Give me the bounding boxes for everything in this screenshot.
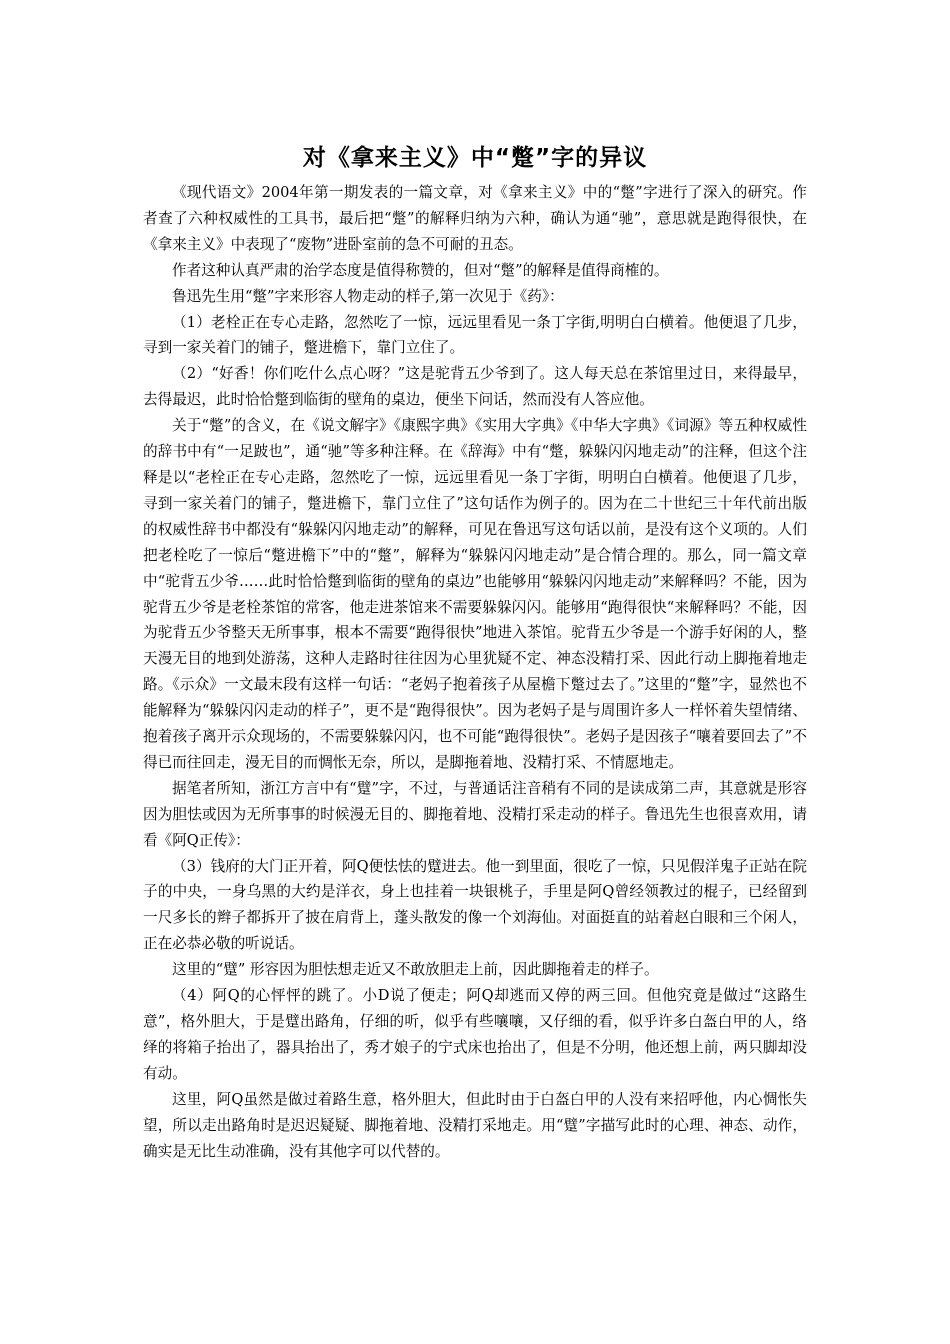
article-body	[143, 180, 807, 1164]
paragraph: 关于“蹩”的含义，在《说文解字》《康熙字典》《实用大字典》《中华大字典》《词源》等五种权威性的辞书中有“一足跛也”，通“驰”等多种注释。在《辞海》中有“蹩，躲躲闪闪地走动”的注释，但这个注释是以“老栓正在专心走路，忽然吃了一惊，远远里看见一条丁字街，明明白白横着。他便退了几步，寻到一家关着门的铺子，蹩进檐下，靠门立住了”这句话作为例子的。因为在二十世纪三十年代前出版的权威性辞书中都没有“躲躲闪闪地走动”的解释，可见在鲁迅写这句话以前，是没有这个义项的。人们把老栓吃了一惊后“蹩进檐下”中的“蹩”，解释为“躲躲闪闪地走动”是合情合理的。那么，同一篇文章中“驼背五少爷……此时恰恰蹩到临街的壁角的桌边”也能够用“躲躲闪闪地走动”来解释吗？不能，因为驼背五少爷是老栓茶馆的常客，他走进茶馆来不需要躲躲闪闪。能够用“跑得很快“来解释吗？不能，因为驼背五少爷整天无所事事，根本不需要“跑得很快”地进入茶馆。驼背五少爷是一个游手好闲的人，整天漫无目的地到处游荡，这种人走路时往往因为心里犹疑不定、神态没精打采、因此行动上脚拖着地走路。《示众》一文最末段有这样一句话：“老妈子抱着孩子从屋檐下蹩过去了。”这里的“蹩”字，显然也不能解释为“躲躲闪闪走动的样子”，更不是“跑得很快”。因为老妈子是与周围许多人一样怀着失望情绪、抱着孩子离开示众现场的，不需要躲躲闪闪，也不可能“跑得很快”。老妈子是因孩子“嚷着要回去了”不得已而往回走，漫无目的而惆怅无奈，所以，是脚拖着地、没精打采、不情愿地走。	[143, 417, 807, 771]
quote-paragraph: （2）“好香！你们吃什么点心呀？”这是驼背五少爷到了。这人每天总在茶馆里过日，来得最早，去得最迟，此时恰恰蹩到临街的壁角的桌边，便坐下问话，然而没有人答应他。	[143, 365, 807, 409]
paragraph: 《现代语文》2004年第一期发表的一篇文章，对《拿来主义》中的“蹩”字进行了深入的研究。作者查了六种权威性的工具书，最后把“蹩”的解释归纳为六种，确认为通“驰”，意思就是跑得很快，在《拿来主义》中表现了“废物”进卧室前的急不可耐的丑态。	[143, 184, 807, 253]
quote-paragraph: （1）老栓正在专心走路，忽然吃了一惊，远远里看见一条丁字街,明明白白横着。他便退了几步，寻到一家关着门的铺子，蹩进檐下，靠门立住了。	[143, 313, 807, 357]
quote-paragraph: （3）钱府的大门正开着，阿Q便怯怯的躄进去。他一到里面，很吃了一惊，只见假洋鬼子正站在院子的中央，一身乌黑的大约是洋衣，身上也挂着一块银桃子，手里是阿Q曾经领教过的棍子，已经留到一尺多长的辫子都拆开了披在肩背上，蓬头散发的像一个刘海仙。对面挺直的站着赵白眼和三个闲人，正在必恭必敬的听说话。	[143, 857, 807, 953]
paragraph: 据笔者所知，浙江方言中有“躄”字，不过，与普通话注音稍有不同的是读成第二声，其意就是形容因为胆怯或因为无所事事的时候漫无目的、脚拖着地、没精打采走动的样子。鲁迅先生也很喜欢用，请看《阿Q正传》：	[143, 779, 807, 849]
quote-paragraph: （4）阿Q的心怦怦的跳了。小D说了便走；阿Q却逃而又停的两三回。但他究竟是做过“这路生意”，格外胆大，于是躄出路角，仔细的听，似乎有些嚷嚷，又仔细的看，似乎许多白盔白甲的人，络绎的将箱子抬出了，器具抬出了，秀才娘子的宁式床也抬出了，但是不分明，他还想上前，两只脚却没有动。	[143, 987, 807, 1082]
document-page	[143, 142, 807, 1164]
article-title: 对《拿来主义》中“蹩”字的异议	[302, 145, 648, 171]
paragraph: 这里的“躄” 形容因为胆怯想走近又不敢放胆走上前，因此脚拖着走的样子。	[172, 961, 659, 979]
paragraph: 这里，阿Q虽然是做过着路生意，格外胆大，但此时由于白盔白甲的人没有来招呼他，内心惆怅失望，所以走出路角时是迟迟疑疑、脚拖着地、没精打采地走。用“躄”字描写此时的心理、神态、动作，确实是无比生动准确，没有其他字可以代替的。	[143, 1090, 807, 1160]
paragraph: 鲁迅先生用“蹩”字来形容人物走动的样子,第一次见于《药》：	[172, 287, 564, 305]
paragraph: 作者这种认真严肃的治学态度是值得称赞的，但对“蹩”的解释是值得商榷的。	[172, 261, 669, 279]
